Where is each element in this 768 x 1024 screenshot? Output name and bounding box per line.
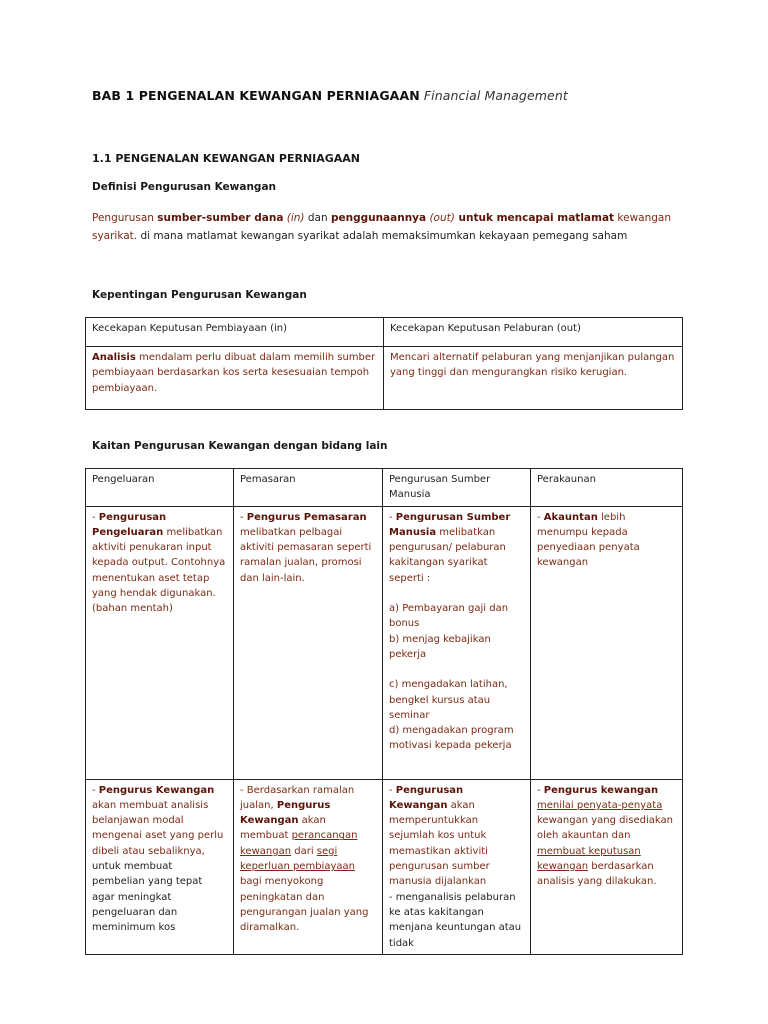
importance-header-investment: Kecekapan Keputusan Pelaburan (out) — [384, 318, 683, 347]
relation-header-accounting: Perakaunan — [531, 469, 683, 507]
relation-cell-production-2: - Pengurus Kewangan akan membuat analisis belanjawan modal mengenai aset yang perlu dibeli atau sebaliknya, untuk membuat pembelian yang tepat agar meningkat pengeluaran dan meminimum kos — [86, 779, 234, 954]
relation-header-hr: Pengurusan Sumber Manusia — [383, 469, 531, 507]
relation-header-marketing: Pemasaran — [234, 469, 383, 507]
importance-cell-financing: Analisis mendalam perlu dibuat dalam memilih sumber pembiayaan berdasarkan kos serta kesesuaian tempoh pembiayaan. — [86, 347, 384, 410]
section-heading: 1.1 PENGENALAN KEWANGAN PERNIAGAAN — [92, 152, 361, 165]
definition-heading: Definisi Pengurusan Kewangan — [92, 181, 277, 193]
relation-cell-hr-2: - Pengurusan Kewangan akan memperuntukkan sejumlah kos untuk memastikan aktiviti pengurusan sumber manusia dijalankan - menganalisis pelaburan ke atas kakitangan menjana keuntungan atau tidak — [383, 779, 531, 954]
relation-header-production: Pengeluaran — [86, 469, 234, 507]
relation-cell-marketing-1: - Pengurus Pemasaran melibatkan pelbagai aktiviti pemasaran seperti ramalan jualan, promosi dan lain-lain. — [234, 506, 383, 779]
relation-cell-accounting-2: - Pengurus kewangan menilai penyata-penyata kewangan yang disediakan oleh akauntan dan membuat keputusan kewangan berdasarkan analisis yang dilakukan. — [531, 779, 683, 954]
relation-table — [85, 468, 683, 955]
importance-cell-investment: Mencari alternatif pelaburan yang menjanjikan pulangan yang tinggi dan mengurangkan risiko kerugian. — [384, 347, 683, 410]
relation-cell-hr-1: - Pengurusan Sumber Manusia melibatkan pengurusan/ pelaburan kakitangan syarikat seperti : a) Pembayaran gaji dan bonus b) menjag kebajikan pekerja c) mengadakan latihan, bengkel kursus atau seminar d) mengadakan program motivasi kepada pekerja — [383, 506, 531, 779]
relation-cell-production-1: - Pengurusan Pengeluaran melibatkan aktiviti penukaran input kepada output. Contohnya menentukan aset tetap yang hendak digunakan. (bahan mentah) — [86, 506, 234, 779]
document-title: BAB 1 PENGENALAN KEWANGAN PERNIAGAAN Financial Management — [92, 88, 568, 103]
definition-paragraph: Pengurusan sumber-sumber dana (in) dan penggunaannya (out) untuk mencapai matlamat kewangan syarikat. di mana matlamat kewangan syarikat adalah memaksimumkan kekayaan pemegang saham — [92, 212, 671, 242]
importance-header-financing: Kecekapan Keputusan Pembiayaan (in) — [86, 318, 384, 347]
importance-heading: Kepentingan Pengurusan Kewangan — [92, 289, 307, 301]
importance-table — [85, 317, 683, 410]
relation-cell-marketing-2: - Berdasarkan ramalan jualan, Pengurus Kewangan akan membuat perancangan kewangan dari segi keperluan pembiayaan bagi menyokong peningkatan dan pengurangan jualan yang diramalkan. — [234, 779, 383, 954]
relation-heading: Kaitan Pengurusan Kewangan dengan bidang lain — [92, 440, 388, 452]
relation-cell-accounting-1: - Akauntan lebih menumpu kepada penyediaan penyata kewangan — [531, 506, 683, 779]
